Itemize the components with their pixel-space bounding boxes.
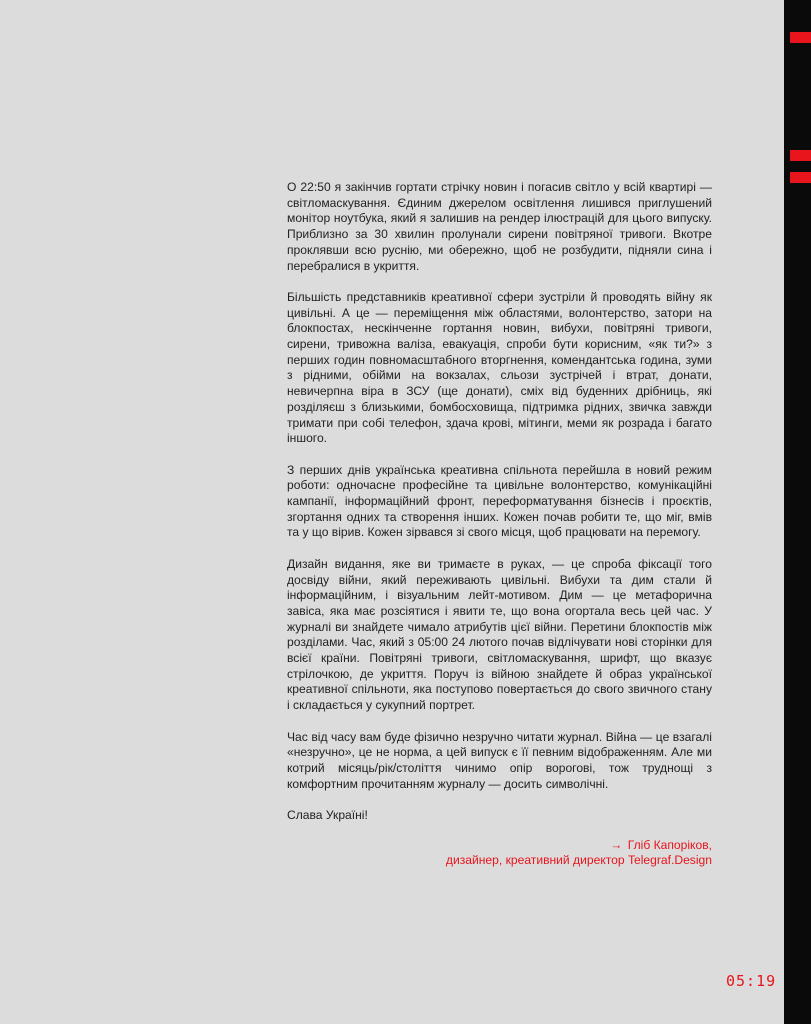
edge-mark-middle <box>790 150 811 161</box>
editorial-article <box>287 180 712 868</box>
author-name: Гліб Капоріков, <box>627 837 712 852</box>
paragraph: Більшість представників креативної сфери зустріли й проводять війну як цивільні. А це — переміщення між областями, волонтерство, затори на блокпостах, нескінченне гортання новин, вибухи, повітряні тривоги, сирени, тривожна валіза, евакуація, спроби бути корисним, «як ти?» з перших годин повномасштабного вторгнення, комендантська година, зуми з рідними, обійми на вокзалах, сльози зустрічей і втрат, донати, невичерпна віра в ЗСУ (ще донати), сміх від буденних дрібниць, які розділяєш з близькими, бомбосховища, підтримка рідних, звичка завжди тримати при собі телефон, здача крові, мітинги, меми як розрада і багато іншого. <box>287 289 712 446</box>
signature-block <box>287 838 712 868</box>
paragraph: Час від часу вам буде фізично незручно читати журнал. Війна — це взагалі «незручно», це не норма, а цей випуск є її певним відображенням. Але ми котрий місяць/рік/століття чинимо опір ворогові, тож труднощі з комфортним прочитанням журналу — досить символічні. <box>287 729 712 791</box>
paragraph: Дизайн видання, яке ви тримаєте в руках, — це спроба фіксації того досвіду війни, який переживають цивільні. Вибухи та дим стали й інформаційним, і візуальним лейт-мотивом. Дим — це метафорична завіса, яка має розсіятися і явити те, що вона огортала весь цей час. У журналі ви знайдете чимало атрибутів цієї війни. Перетини блокпостів між розділами. Час, який з 05:00 24 лютого почав відлічувати нові сторінки для всієї країни. Повітряні тривоги, світломаскування, шрифт, що вказує стрілочкою, де укриття. Поруч із війною знайдете й образ української креативної спільноти, яка поступово повертається до свого звичного стану і складається у сукупний портрет. <box>287 556 712 713</box>
closing-line: Слава Україні! <box>287 808 368 823</box>
paragraph: З перших днів українська креативна спільнота перейшла в новий режим роботи: одночасне професійне та цивільне волонтерство, комунікаційні кампанії, інформаційний фронт, переформатування бізнесів і проєктів, згортання одних та створення інших. Кожен почав робити те, що міг, вмів та у що вірив. Кожен зірвався зі свого місця, щоб працювати на перемогу. <box>287 462 712 540</box>
edge-mark-top <box>790 32 811 43</box>
arrow-right-icon: → <box>610 837 623 852</box>
edge-mark-lower <box>790 172 811 183</box>
author-role: дизайнер, креативний директор Telegraf.Design <box>445 852 712 867</box>
paragraph: О 22:50 я закінчив гортати стрічку новин і погасив світло у всій квартирі — світломаскування. Єдиним джерелом освітлення лишився приглушений монітор ноутбука, який я залишив на рендер ілюстрацій для цього випуску. Приблизно за 30 хвилин пролунали сирени повітряної тривоги. Вкотре проклявши всю руснію, ми обережно, щоб не розбудити, підняли сина і перебралися в укриття. <box>287 180 712 273</box>
page-number: 05:19 <box>726 972 777 990</box>
